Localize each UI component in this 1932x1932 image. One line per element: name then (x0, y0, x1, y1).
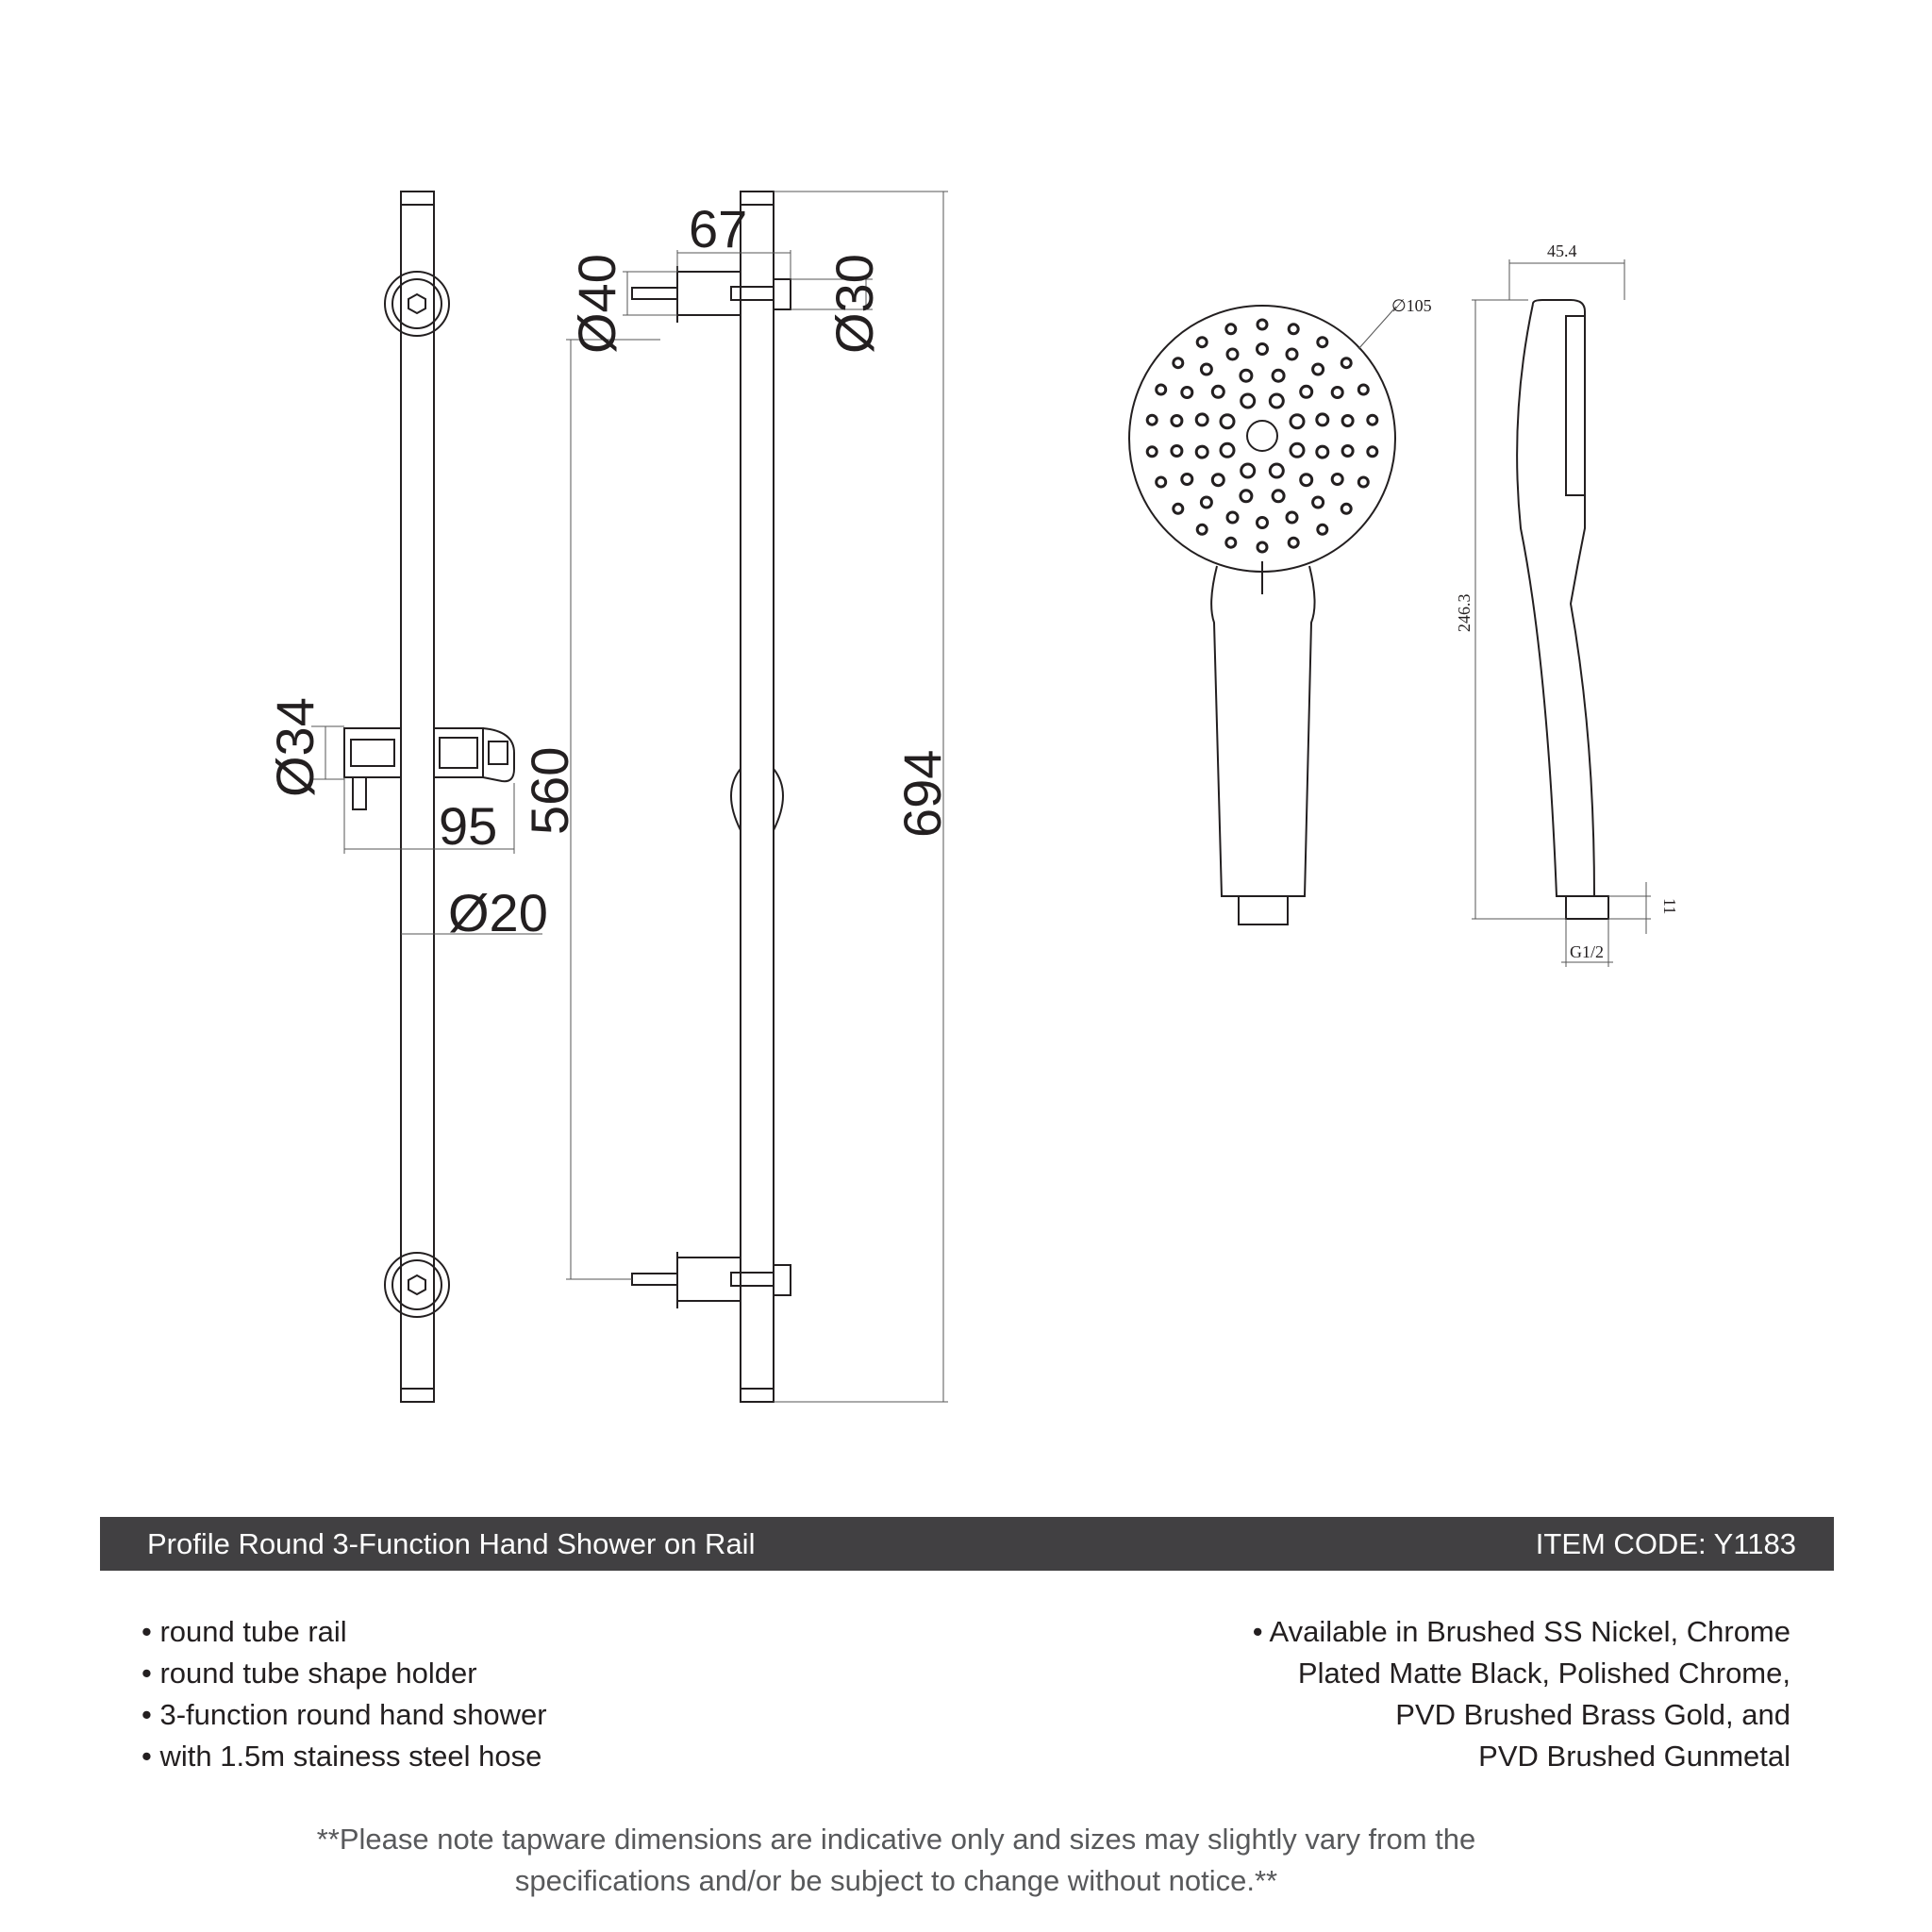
finish-line: PVD Brushed Gunmetal (1478, 1740, 1790, 1773)
nozzle (1342, 416, 1353, 426)
nozzle (1241, 370, 1252, 381)
nozzle (1301, 475, 1312, 486)
nozzle (1317, 446, 1328, 458)
nozzle (1318, 525, 1327, 534)
rail-dia-label: Ø20 (448, 883, 548, 942)
feature-list (142, 1611, 547, 1777)
bracket-dia-30-label: Ø30 (824, 254, 884, 354)
nozzle (1241, 394, 1255, 408)
nozzle (1270, 394, 1283, 408)
nozzle (1221, 415, 1234, 428)
nozzle (1196, 446, 1208, 458)
nozzle (1289, 538, 1298, 547)
title-bar (100, 1517, 1834, 1571)
nozzle (1201, 364, 1211, 375)
shower-length-label: 246.3 (1455, 593, 1474, 632)
nozzle (1157, 477, 1166, 487)
nozzle (1313, 364, 1324, 375)
nozzle (1287, 349, 1297, 359)
nozzle (1201, 497, 1211, 508)
nozzle (1212, 475, 1224, 486)
hand-shower-side-view (1455, 242, 1679, 967)
head-dia-label: ∅105 (1391, 296, 1432, 315)
rail-side-view (632, 192, 791, 1402)
nozzle (1291, 415, 1304, 428)
nozzle (1147, 415, 1157, 425)
nozzle (1226, 325, 1236, 334)
projection-label: 67 (689, 199, 748, 258)
nozzle-pattern (1147, 320, 1377, 552)
feature-item: • with 1.5m stainess steel hose (142, 1740, 542, 1773)
nozzle (1212, 386, 1224, 397)
nozzle (1341, 358, 1351, 368)
nozzle (1226, 538, 1236, 547)
rail-height-label: 694 (892, 749, 952, 838)
nozzle (1197, 525, 1207, 534)
thread-size-label: G1/2 (1570, 942, 1604, 961)
nozzle (1358, 385, 1368, 394)
nozzle (1289, 325, 1298, 334)
head-depth-label: 45.4 (1547, 242, 1577, 260)
bracket-spacing-label: 560 (520, 746, 579, 835)
nozzle (1257, 542, 1267, 552)
item-code: ITEM CODE: Y1183 (1535, 1526, 1796, 1560)
nozzle (1318, 338, 1327, 347)
nozzle (1227, 512, 1238, 523)
finish-list (1253, 1611, 1790, 1777)
finish-line: • Available in Brushed SS Nickel, Chrome (1252, 1615, 1790, 1648)
nozzle (1341, 504, 1351, 513)
product-name: Profile Round 3-Function Hand Shower on Rail (147, 1526, 756, 1560)
nozzle (1301, 386, 1312, 397)
nozzle (1257, 344, 1268, 355)
finish-line: PVD Brushed Brass Gold, and (1395, 1698, 1790, 1731)
nozzle (1197, 338, 1207, 347)
nozzle (1221, 443, 1234, 457)
nozzle (1182, 388, 1192, 398)
disclaimer (0, 1819, 1792, 1902)
side-view-dimensions (520, 192, 952, 1402)
nozzle (1342, 446, 1353, 457)
nozzle (1174, 358, 1183, 368)
nozzle (1368, 447, 1377, 457)
nozzle (1241, 464, 1255, 477)
nozzle (1273, 491, 1284, 502)
nozzle (1196, 414, 1208, 425)
nozzle (1227, 349, 1238, 359)
nozzle (1358, 477, 1368, 487)
disclaimer-line: **Please note tapware dimensions are indicative only and sizes may slightly vary from the (316, 1823, 1476, 1856)
nozzle (1270, 464, 1283, 477)
thread-length-label: 11 (1660, 898, 1679, 915)
feature-item: • 3-function round hand shower (142, 1698, 547, 1731)
holder-dia-label: Ø34 (265, 697, 325, 797)
nozzle (1368, 415, 1377, 425)
nozzle (1317, 414, 1328, 425)
nozzle (1257, 320, 1267, 329)
bracket-dia-40-label: Ø40 (567, 254, 626, 354)
nozzle (1332, 475, 1342, 485)
holder-depth-label: 95 (439, 796, 498, 856)
feature-item: • round tube rail (142, 1615, 347, 1648)
feature-item: • round tube shape holder (142, 1657, 477, 1690)
nozzle (1291, 443, 1304, 457)
disclaimer-line: specifications and/or be subject to change without notice.** (514, 1864, 1278, 1897)
nozzle (1313, 497, 1324, 508)
nozzle (1257, 518, 1268, 528)
nozzle (1174, 504, 1183, 513)
nozzle (1157, 385, 1166, 394)
nozzle (1172, 416, 1182, 426)
nozzle (1287, 512, 1297, 523)
nozzle (1241, 491, 1252, 502)
nozzle (1273, 370, 1284, 381)
nozzle (1147, 447, 1157, 457)
nozzle (1332, 388, 1342, 398)
finish-line: Plated Matte Black, Polished Chrome, (1297, 1657, 1790, 1690)
nozzle (1182, 475, 1192, 485)
nozzle (1172, 446, 1182, 457)
hand-shower-front-view (1129, 296, 1432, 924)
